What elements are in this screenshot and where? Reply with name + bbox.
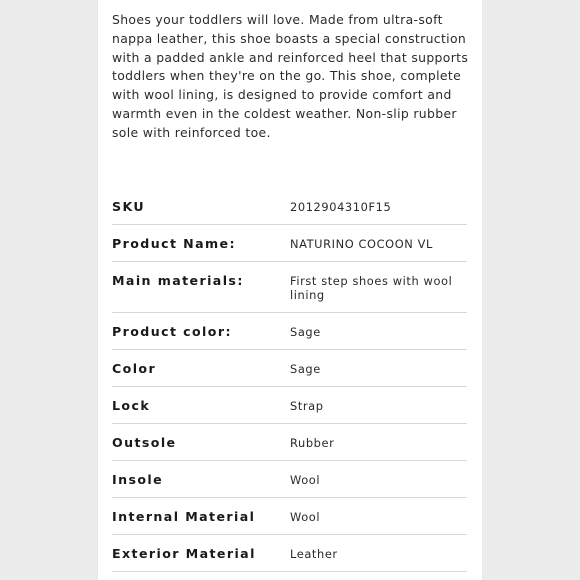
spec-row-lock — [112, 387, 467, 424]
spec-row-main-materials — [112, 262, 467, 313]
spec-row-sku — [112, 188, 467, 225]
spec-label: Color — [112, 361, 157, 376]
spec-label: Internal Material — [112, 509, 256, 524]
spec-label: SKU — [112, 199, 146, 214]
spec-row-product-name — [112, 225, 467, 262]
spec-label: Product Name: — [112, 236, 236, 251]
spec-value: Rubber — [290, 436, 335, 450]
spec-value: Sage — [290, 362, 321, 376]
spec-value: NATURINO COCOON VL — [290, 237, 433, 251]
spec-label: Insole — [112, 472, 164, 487]
spec-row-color — [112, 350, 467, 387]
spec-label: Lock — [112, 398, 151, 413]
spec-value: Strap — [290, 399, 324, 413]
spec-value: First step shoes with wool lining — [290, 274, 453, 302]
spec-value: Leather — [290, 547, 338, 561]
spec-label: Main materials: — [112, 273, 244, 288]
spec-label: Product color: — [112, 324, 232, 339]
spec-row-internal-material — [112, 498, 467, 535]
spec-value: 2012904310F15 — [290, 200, 392, 214]
spec-row-insole — [112, 461, 467, 498]
product-specs-table — [112, 188, 467, 572]
product-description: Shoes your toddlers will love. Made from ultra-soft nappa leather, this shoe boasts a special construction with a padded ankle and reinforced heel that supports toddlers when they're on the go. This shoe, complete with wool lining, is designed to provide comfort and warmth even in the coldest weather. Non-slip rubber sole with reinforced toe. — [112, 12, 469, 140]
spec-value: Wool — [290, 473, 321, 487]
spec-row-outsole — [112, 424, 467, 461]
spec-row-product-color — [112, 313, 467, 350]
spec-value: Wool — [290, 510, 321, 524]
spec-label: Exterior Material — [112, 546, 256, 561]
spec-row-exterior-material — [112, 535, 467, 572]
spec-value: Sage — [290, 325, 321, 339]
product-details-panel — [98, 0, 482, 580]
spec-label: Outsole — [112, 435, 177, 450]
